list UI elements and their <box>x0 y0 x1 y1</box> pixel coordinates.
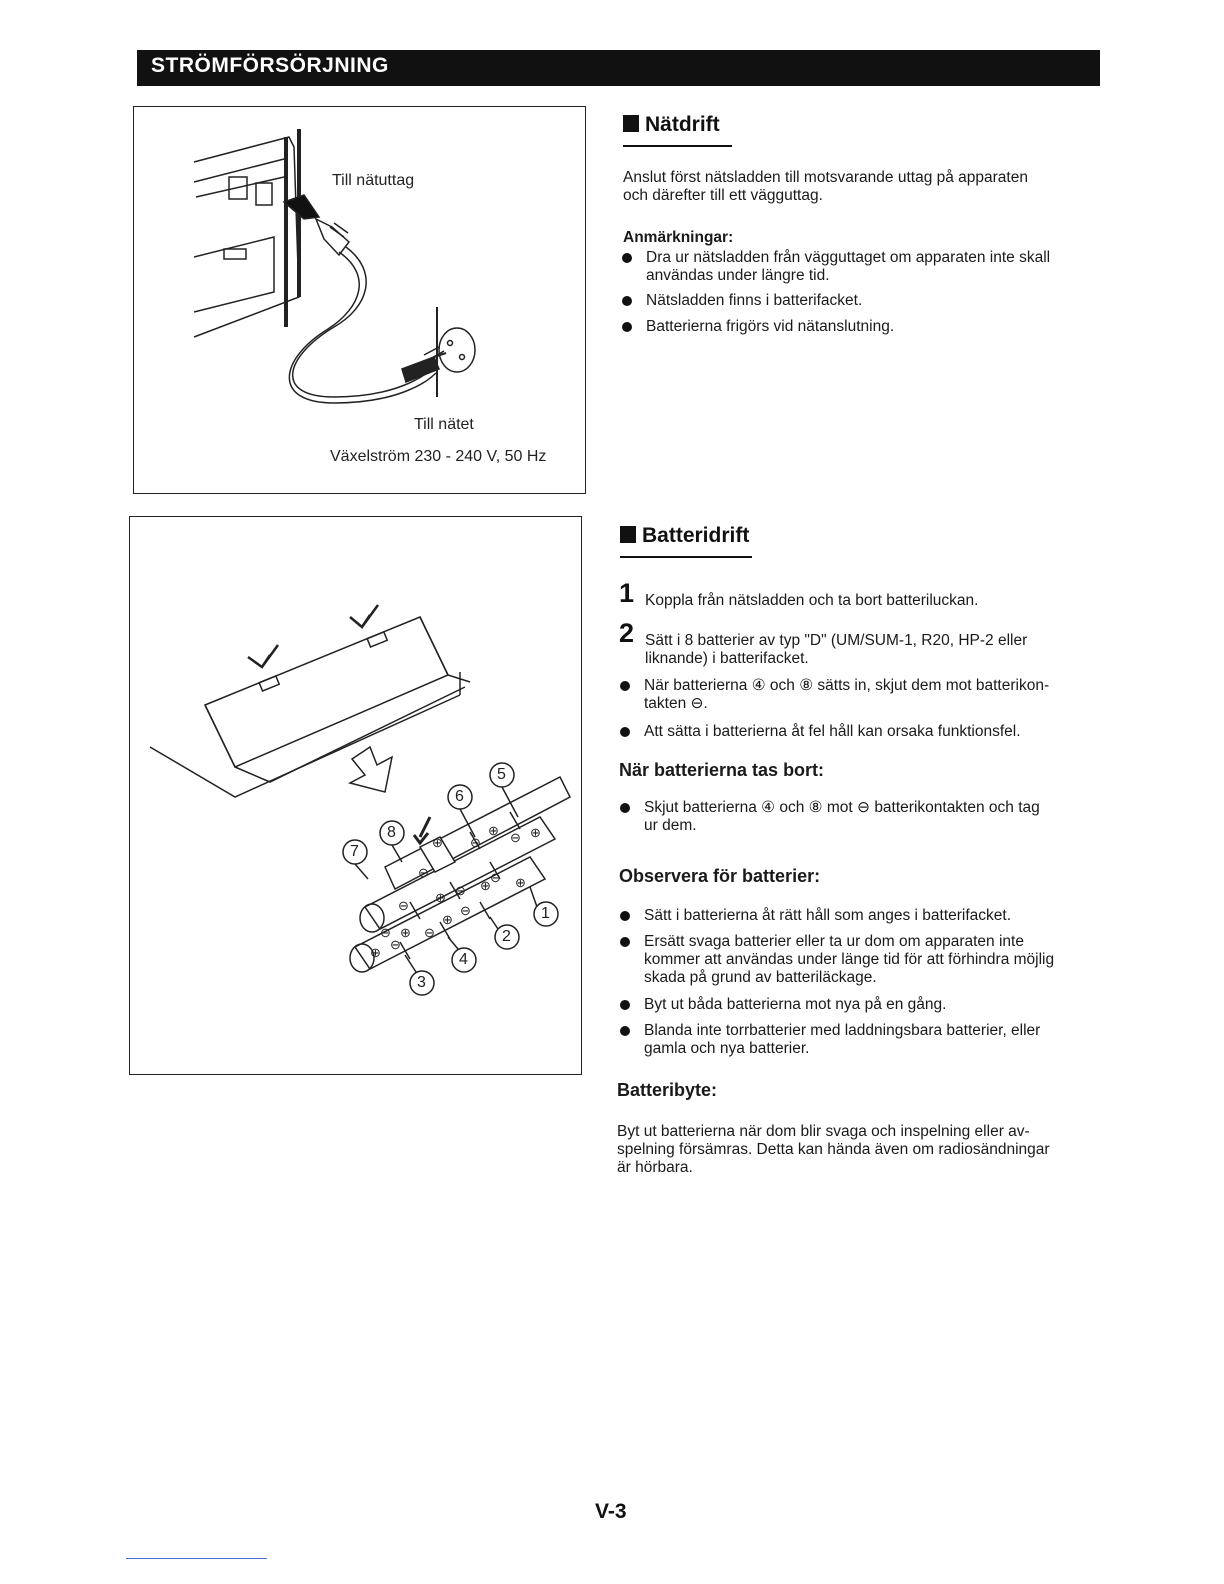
svg-text:⊕: ⊕ <box>432 835 443 850</box>
mains-connection-figure <box>133 106 586 494</box>
page-number: V-3 <box>595 1500 627 1523</box>
section-header-bar <box>137 50 1100 86</box>
svg-text:⊖: ⊖ <box>490 870 501 885</box>
svg-text:⊕: ⊕ <box>530 825 541 840</box>
mains-notes-title: Anmärkningar: <box>623 229 734 246</box>
battery-callout-3: 3 <box>417 974 426 991</box>
step-line: Sätt i 8 batterier av typ "D" (UM/SUM-1, R20, HP-2 eller <box>645 632 1028 649</box>
battery-replacement-text <box>617 1123 1050 1177</box>
svg-text:⊖: ⊖ <box>460 903 471 918</box>
svg-text:⊕: ⊕ <box>488 823 499 838</box>
bullet-line: skada på grund av batteriläckage. <box>644 969 877 986</box>
removal-bullet <box>618 799 1040 835</box>
svg-text:⊖: ⊖ <box>380 925 391 940</box>
mains-intro <box>623 169 1028 205</box>
socket-label: Till nätuttag <box>332 172 415 189</box>
svg-text:⊕: ⊕ <box>480 878 491 893</box>
step-number: 1 <box>619 578 635 608</box>
removal-heading: När batterierna tas bort: <box>619 760 825 780</box>
svg-text:⊖: ⊖ <box>455 883 466 898</box>
svg-text:⊕: ⊕ <box>515 875 526 890</box>
battery-replacement-heading: Batteribyte: <box>617 1080 718 1100</box>
svg-text:⊖: ⊖ <box>398 898 409 913</box>
svg-text:⊖: ⊖ <box>424 925 435 940</box>
battery-callout-5: 5 <box>497 766 506 783</box>
mains-intro-line: Anslut först nätsladden till motsvarande uttag på apparaten <box>623 169 1028 186</box>
care-bullet <box>618 1022 1040 1058</box>
replacement-line: Byt ut batterierna när dom blir svaga och inspelning eller av- <box>617 1123 1030 1140</box>
bullet-line: ur dem. <box>644 817 697 834</box>
bullet-line: takten ⊖. <box>644 695 708 712</box>
step-bullet <box>618 723 1021 741</box>
battery-step-2 <box>619 618 1028 668</box>
battery-insertion-figure <box>129 516 582 1075</box>
battery-care-heading: Observera för batterier: <box>619 866 821 886</box>
bullet-line: gamla och nya batterier. <box>644 1040 810 1057</box>
battery-callout-7: 7 <box>350 843 359 860</box>
care-bullet <box>618 933 1054 987</box>
heading-square-icon <box>620 526 636 543</box>
replacement-line: spelning försämras. Detta kan hända även om radiosändningar <box>617 1141 1050 1158</box>
note-line: Batterierna frigörs vid nätanslutning. <box>646 318 895 335</box>
mains-note <box>620 292 862 310</box>
bullet-line: Att sätta i batterierna åt fel håll kan orsaka funktionsfel. <box>644 723 1021 740</box>
svg-text:⊖: ⊖ <box>510 830 521 845</box>
battery-section-heading <box>620 524 749 548</box>
mains-heading-rule <box>623 145 732 147</box>
bullet-line: kommer att användas under länge tid för att förhindra möjlig <box>644 951 1055 968</box>
mains-section-heading <box>623 113 720 137</box>
care-bullet <box>618 907 1011 925</box>
mains-note <box>620 318 894 336</box>
step-bullet <box>618 677 1049 713</box>
footer-rule <box>126 1558 267 1559</box>
svg-text:⊖: ⊖ <box>390 937 401 952</box>
mains-label: Till nätet <box>414 416 474 433</box>
battery-heading-rule <box>620 556 752 558</box>
step-line: Koppla från nätsladden och ta bort batteriluckan. <box>645 592 979 609</box>
battery-callout-4: 4 <box>459 951 468 968</box>
battery-callout-2: 2 <box>502 928 511 945</box>
bullet-line: Byt ut båda batterierna mot nya på en gång. <box>644 996 947 1013</box>
note-line: användas under längre tid. <box>646 267 830 284</box>
step-number: 2 <box>619 618 635 648</box>
mains-heading-text: Nätdrift <box>645 113 720 136</box>
heading-square-icon <box>623 115 639 132</box>
mains-spec-label: Växelström 230 - 240 V, 50 Hz <box>330 448 547 465</box>
battery-callout-6: 6 <box>455 788 464 805</box>
battery-heading-text: Batteridrift <box>642 524 750 547</box>
battery-compartment-illustration <box>130 517 581 1074</box>
battery-callout-8: 8 <box>387 824 396 841</box>
page-title: STRÖMFÖRSÖRJNING <box>151 54 389 77</box>
bullet-line: Ersätt svaga batterier eller ta ur dom om apparaten inte <box>644 933 1024 950</box>
svg-text:⊖: ⊖ <box>418 865 429 880</box>
mains-intro-line: och därefter till ett vägguttag. <box>623 187 823 204</box>
svg-text:⊕: ⊕ <box>370 945 381 960</box>
mains-connection-illustration <box>134 107 585 493</box>
bullet-line: När batterierna ④ och ⑧ sätts in, skjut dem mot batterikon- <box>644 677 1050 694</box>
care-bullet <box>618 996 946 1014</box>
svg-text:⊕: ⊕ <box>435 890 446 905</box>
mains-note <box>620 249 1050 285</box>
svg-text:⊖: ⊖ <box>470 835 481 850</box>
bullet-line: Skjut batterierna ④ och ⑧ mot ⊖ batterikontakten och tag <box>644 799 1040 816</box>
battery-callout-1: 1 <box>541 905 550 922</box>
svg-text:⊕: ⊕ <box>400 925 411 940</box>
bullet-line: Blanda inte torrbatterier med laddningsbara batterier, eller <box>644 1022 1041 1039</box>
svg-text:⊕: ⊕ <box>442 912 453 927</box>
note-line: Nätsladden finns i batterifacket. <box>646 292 863 309</box>
battery-step-1 <box>619 578 979 610</box>
replacement-line: är hörbara. <box>617 1159 693 1176</box>
step-line: liknande) i batterifacket. <box>645 650 809 667</box>
note-line: Dra ur nätsladden från vägguttaget om apparaten inte skall <box>646 249 1051 266</box>
bullet-line: Sätt i batterierna åt rätt håll som anges i batterifacket. <box>644 907 1012 924</box>
